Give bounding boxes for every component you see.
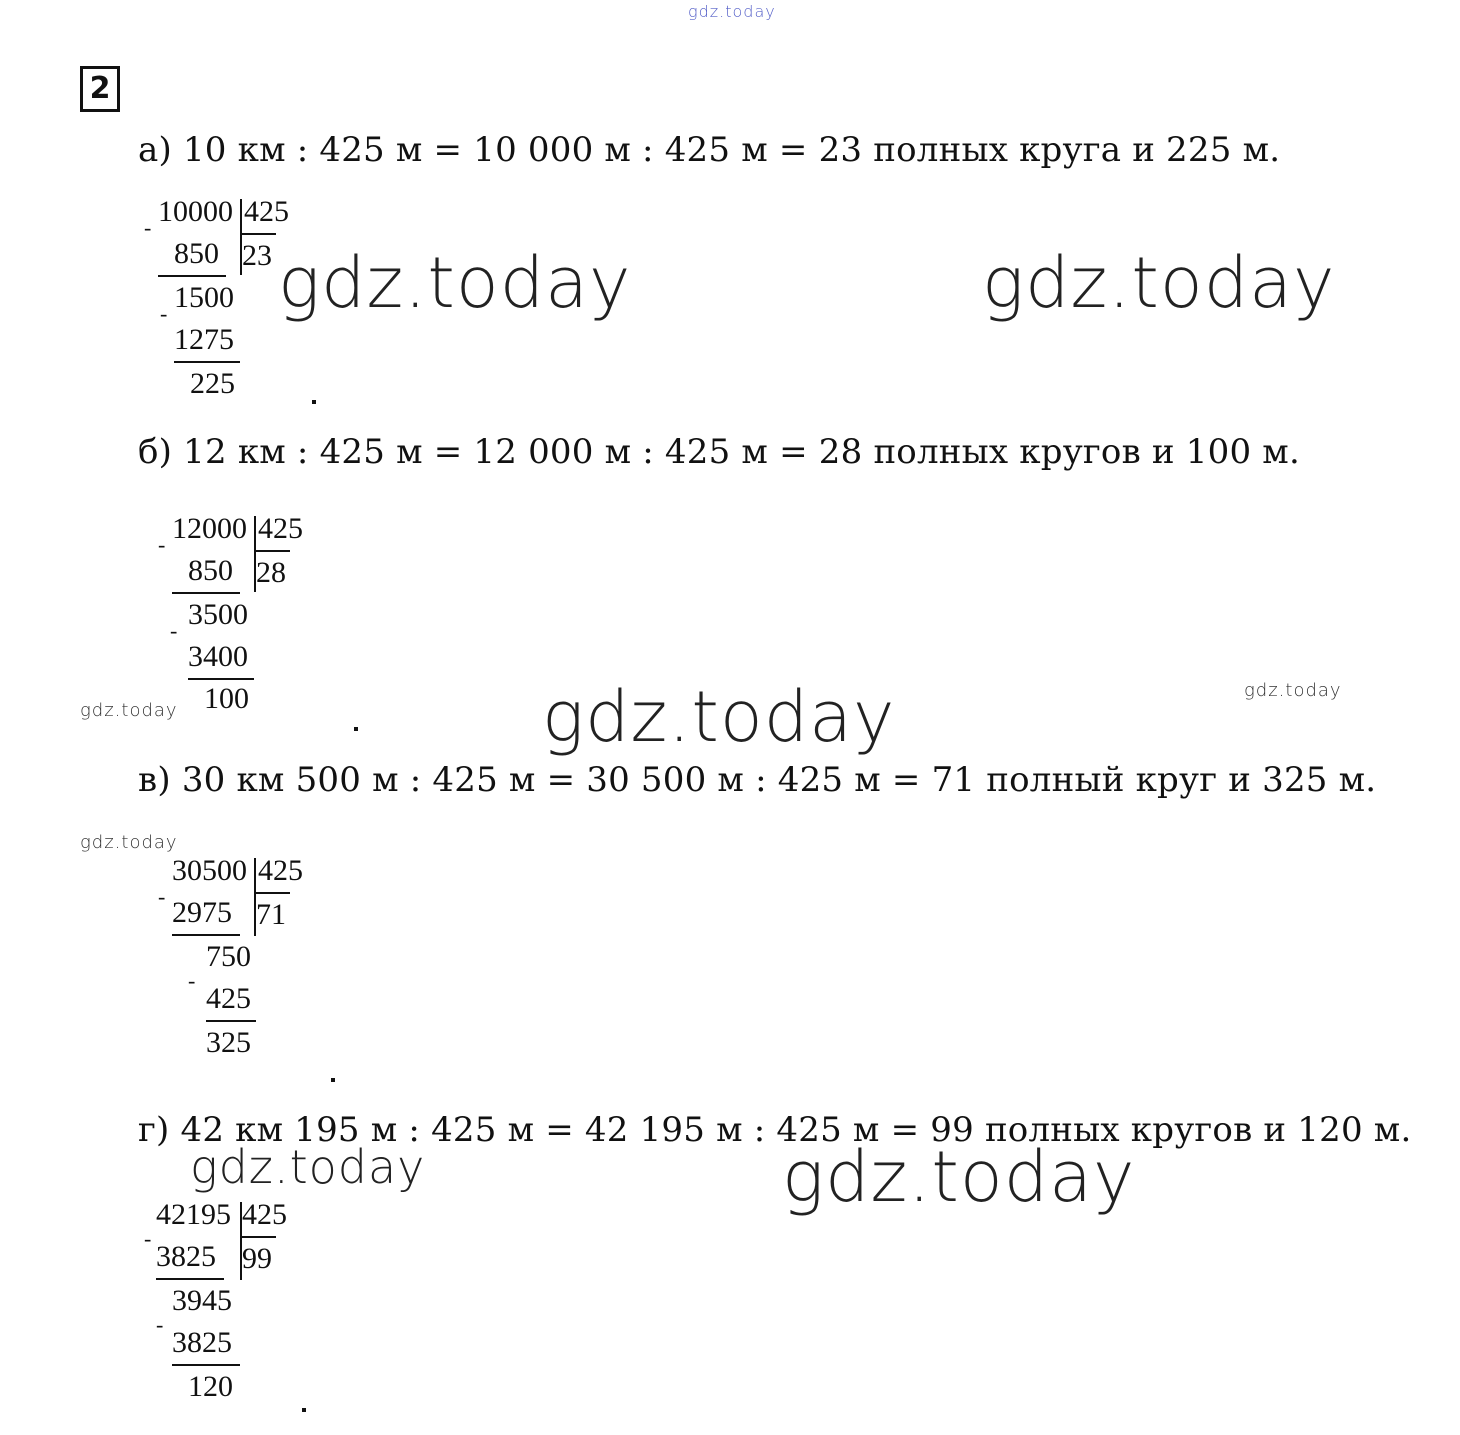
dividend: 30500: [172, 854, 247, 887]
equation-a: а) 10 км : 425 м = 10 000 м : 425 м = 23 полных круга и 225 м.: [138, 130, 1281, 170]
dot: [312, 400, 316, 404]
minus-sign: -: [158, 884, 166, 909]
dot: [354, 727, 358, 731]
minus-sign: -: [156, 1312, 164, 1337]
dividend: 10000: [158, 195, 233, 228]
long-division-c: [154, 854, 334, 1069]
long-division-d: [140, 1198, 320, 1413]
step-2: 3500: [188, 598, 248, 631]
dot: [331, 1078, 335, 1082]
divisor: 425: [258, 854, 303, 887]
quotient: 71: [256, 898, 286, 931]
divisor: 425: [242, 1198, 287, 1231]
dividend: 12000: [172, 512, 247, 545]
step-4: 120: [188, 1370, 233, 1403]
step-3: 3400: [188, 640, 248, 673]
step-1: 3825: [156, 1240, 216, 1273]
minus-sign: -: [170, 618, 178, 643]
watermark: gdz.today: [1244, 680, 1342, 701]
step-2: 750: [206, 940, 251, 973]
step-3: 1275: [174, 323, 234, 356]
long-division-b: [154, 512, 334, 727]
watermark: gdz.today: [278, 242, 632, 324]
minus-sign: -: [144, 1226, 152, 1251]
step-3: 425: [206, 982, 251, 1015]
divisor: 425: [258, 512, 303, 545]
quotient: 28: [256, 556, 286, 589]
step-3: 3825: [172, 1326, 232, 1359]
step-4: 225: [190, 367, 235, 400]
quotient: 99: [242, 1242, 272, 1275]
step-1: 2975: [172, 896, 232, 929]
minus-sign: -: [188, 968, 196, 993]
dot: [302, 1408, 306, 1412]
watermark: gdz.today: [80, 700, 178, 721]
equation-c: в) 30 км 500 м : 425 м = 30 500 м : 425 м = 71 полный круг и 325 м.: [138, 760, 1377, 800]
minus-sign: -: [160, 301, 168, 326]
step-1: 850: [174, 237, 219, 270]
watermark: gdz.today: [190, 1140, 426, 1194]
step-1: 850: [188, 554, 233, 587]
watermark: gdz.today: [782, 1136, 1136, 1218]
minus-sign: -: [144, 215, 152, 240]
minus-sign: -: [158, 532, 166, 557]
watermark: gdz.today: [80, 832, 178, 853]
step-2: 3945: [172, 1284, 232, 1317]
task-number-box: 2: [80, 66, 120, 112]
watermark-top: gdz.today: [688, 2, 776, 21]
divisor: 425: [244, 195, 289, 228]
step-4: 325: [206, 1026, 251, 1059]
equation-d: г) 42 км 195 м : 425 м = 42 195 м : 425 м = 99 полных кругов и 120 м.: [138, 1110, 1412, 1150]
step-2: 1500: [174, 281, 234, 314]
dividend: 42195: [156, 1198, 231, 1231]
equation-b: б) 12 км : 425 м = 12 000 м : 425 м = 28 полных кругов и 100 м.: [138, 432, 1300, 472]
watermark: gdz.today: [542, 676, 896, 758]
watermark: gdz.today: [982, 242, 1336, 324]
quotient: 23: [242, 239, 272, 272]
step-4: 100: [204, 682, 249, 715]
